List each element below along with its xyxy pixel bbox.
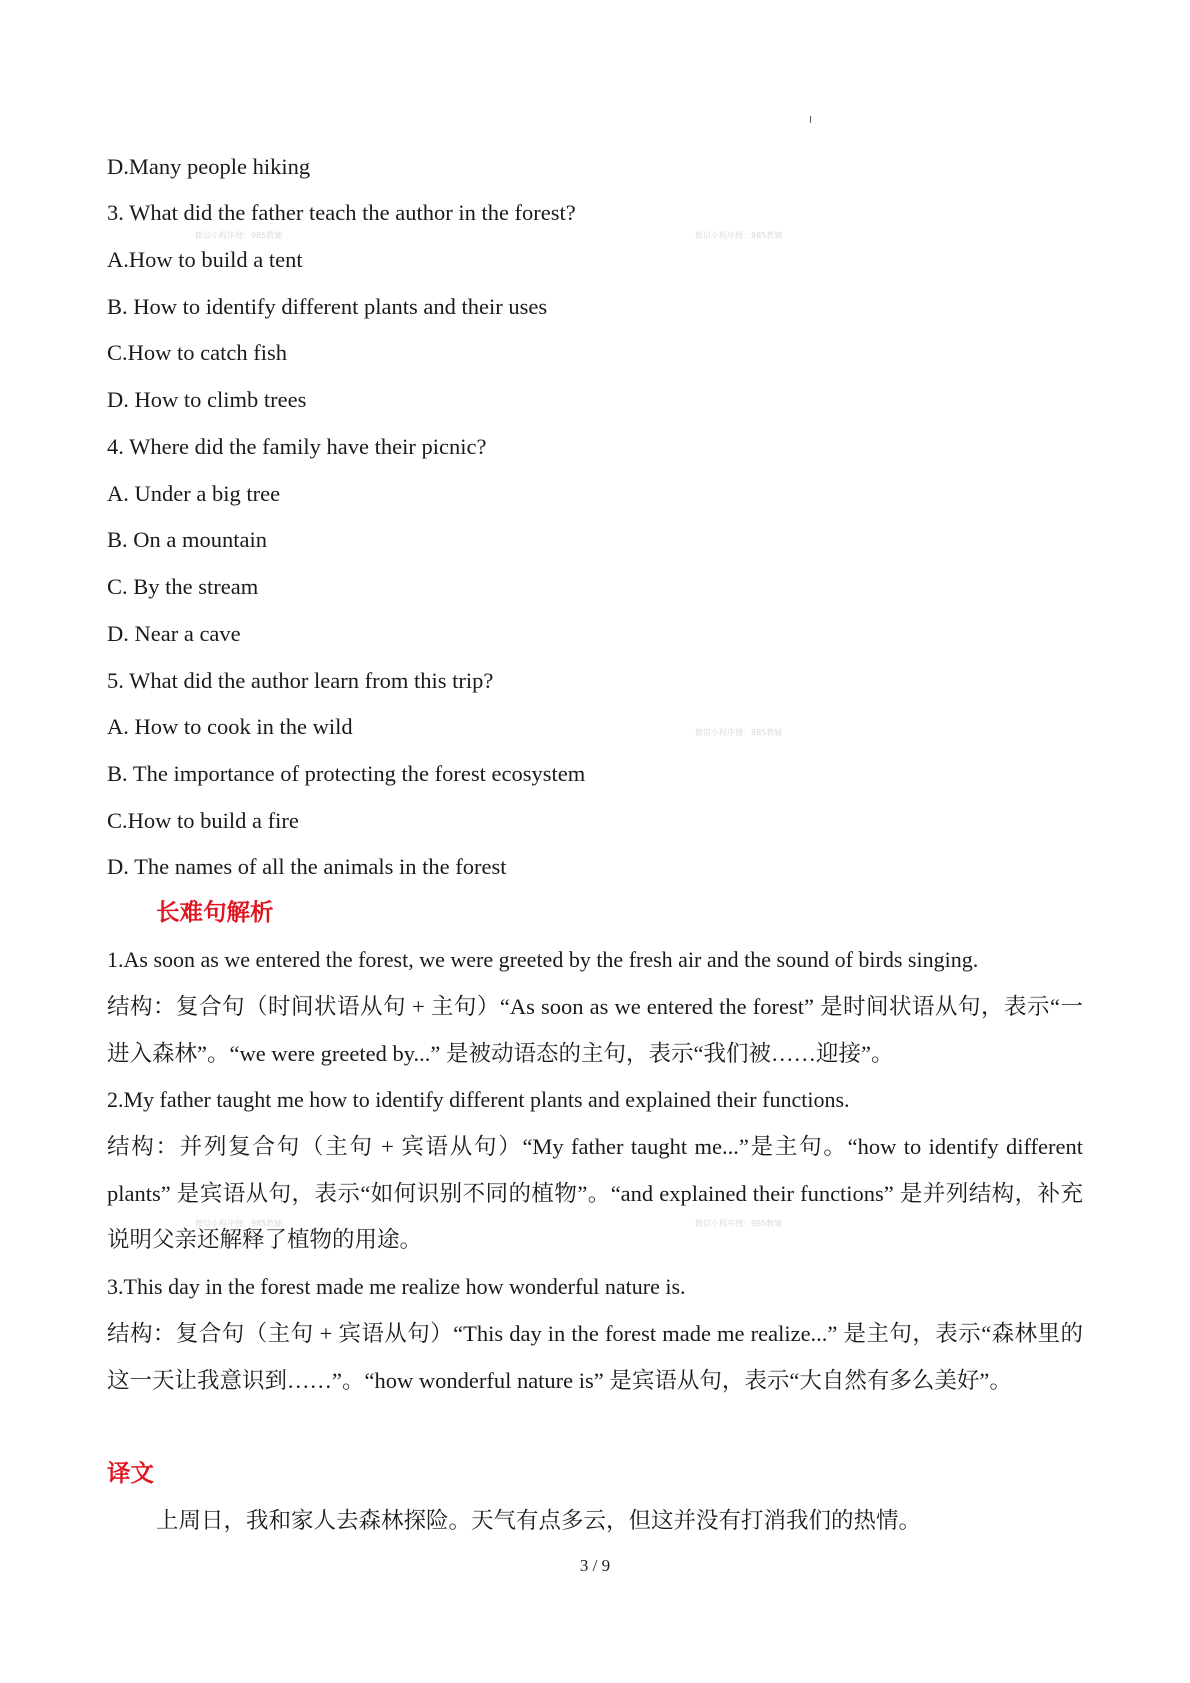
- answer-option: D. Near a cave: [107, 621, 241, 646]
- answer-option: C.How to build a fire: [107, 808, 299, 833]
- example-sentence: 3.This day in the forest made me realize how wonderful nature is.: [107, 1274, 686, 1299]
- answer-option: D.Many people hiking: [107, 154, 311, 179]
- answer-option: D. The names of all the animals in the forest: [107, 854, 507, 879]
- page-number: 3 / 9: [579, 1556, 611, 1575]
- answer-option: B. The importance of protecting the forest ecosystem: [107, 761, 586, 786]
- answer-option: B. How to identify different plants and their uses: [107, 294, 548, 319]
- question-text: 4. Where did the family have their picnic?: [107, 434, 487, 459]
- answer-option: A. Under a big tree: [107, 481, 281, 506]
- translation-paragraph: 上周日，我和家人去森林探险。天气有点多云，但这并没有打消我们的热情。: [156, 1508, 922, 1533]
- answer-option: A. How to cook in the wild: [107, 714, 353, 739]
- watermark: 微信小程序搜：985教辅: [695, 1219, 783, 1228]
- watermark: 微信小程序搜：985教辅: [195, 231, 283, 240]
- answer-option: C.How to catch fish: [107, 340, 287, 365]
- watermark: 微信小程序搜：985教辅: [195, 1219, 283, 1228]
- watermark: 微信小程序搜：985教辅: [695, 728, 783, 737]
- question-text: 3. What did the father teach the author in the forest?: [107, 200, 576, 225]
- scan-mark: [810, 116, 811, 123]
- structure-explanation: 结构：复合句（时间状语从句 + 主句）“As soon as we entered the forest” 是时间状语从句，表示“一进入森林”。“we were greeted by...” 是被动语态的主句，表示“我们被……迎接”。: [107, 994, 1083, 1066]
- answer-option: D. How to climb trees: [107, 387, 307, 412]
- structure-explanation: 结构：并列复合句（主句 + 宾语从句）“My father taught me...”是主句。“how to identify different plants” 是宾语从句，表示“如何识别不同的植物”。“and explained their functions” 是并列结构，补充说明父亲还解释了植物的用途。: [107, 1134, 1083, 1252]
- analysis-heading: 长难句解析: [156, 900, 274, 926]
- translation-heading: 译文: [107, 1461, 154, 1487]
- example-sentence: 1.As soon as we entered the forest, we were greeted by the fresh air and the sound of birds singing.: [107, 947, 979, 972]
- answer-option: B. On a mountain: [107, 527, 267, 552]
- structure-explanation: 结构：复合句（主句 + 宾语从句）“This day in the forest made me realize...” 是主句，表示“森林里的这一天让我意识到……”。“how wonderful nature is” 是宾语从句，表示“大自然有多么美好”。: [107, 1321, 1083, 1393]
- question-text: 5. What did the author learn from this trip?: [107, 668, 494, 693]
- answer-option: A.How to build a tent: [107, 247, 303, 272]
- example-sentence: 2.My father taught me how to identify different plants and explained their functions.: [107, 1087, 850, 1112]
- answer-option: C. By the stream: [107, 574, 259, 599]
- watermark: 微信小程序搜：985教辅: [695, 231, 783, 240]
